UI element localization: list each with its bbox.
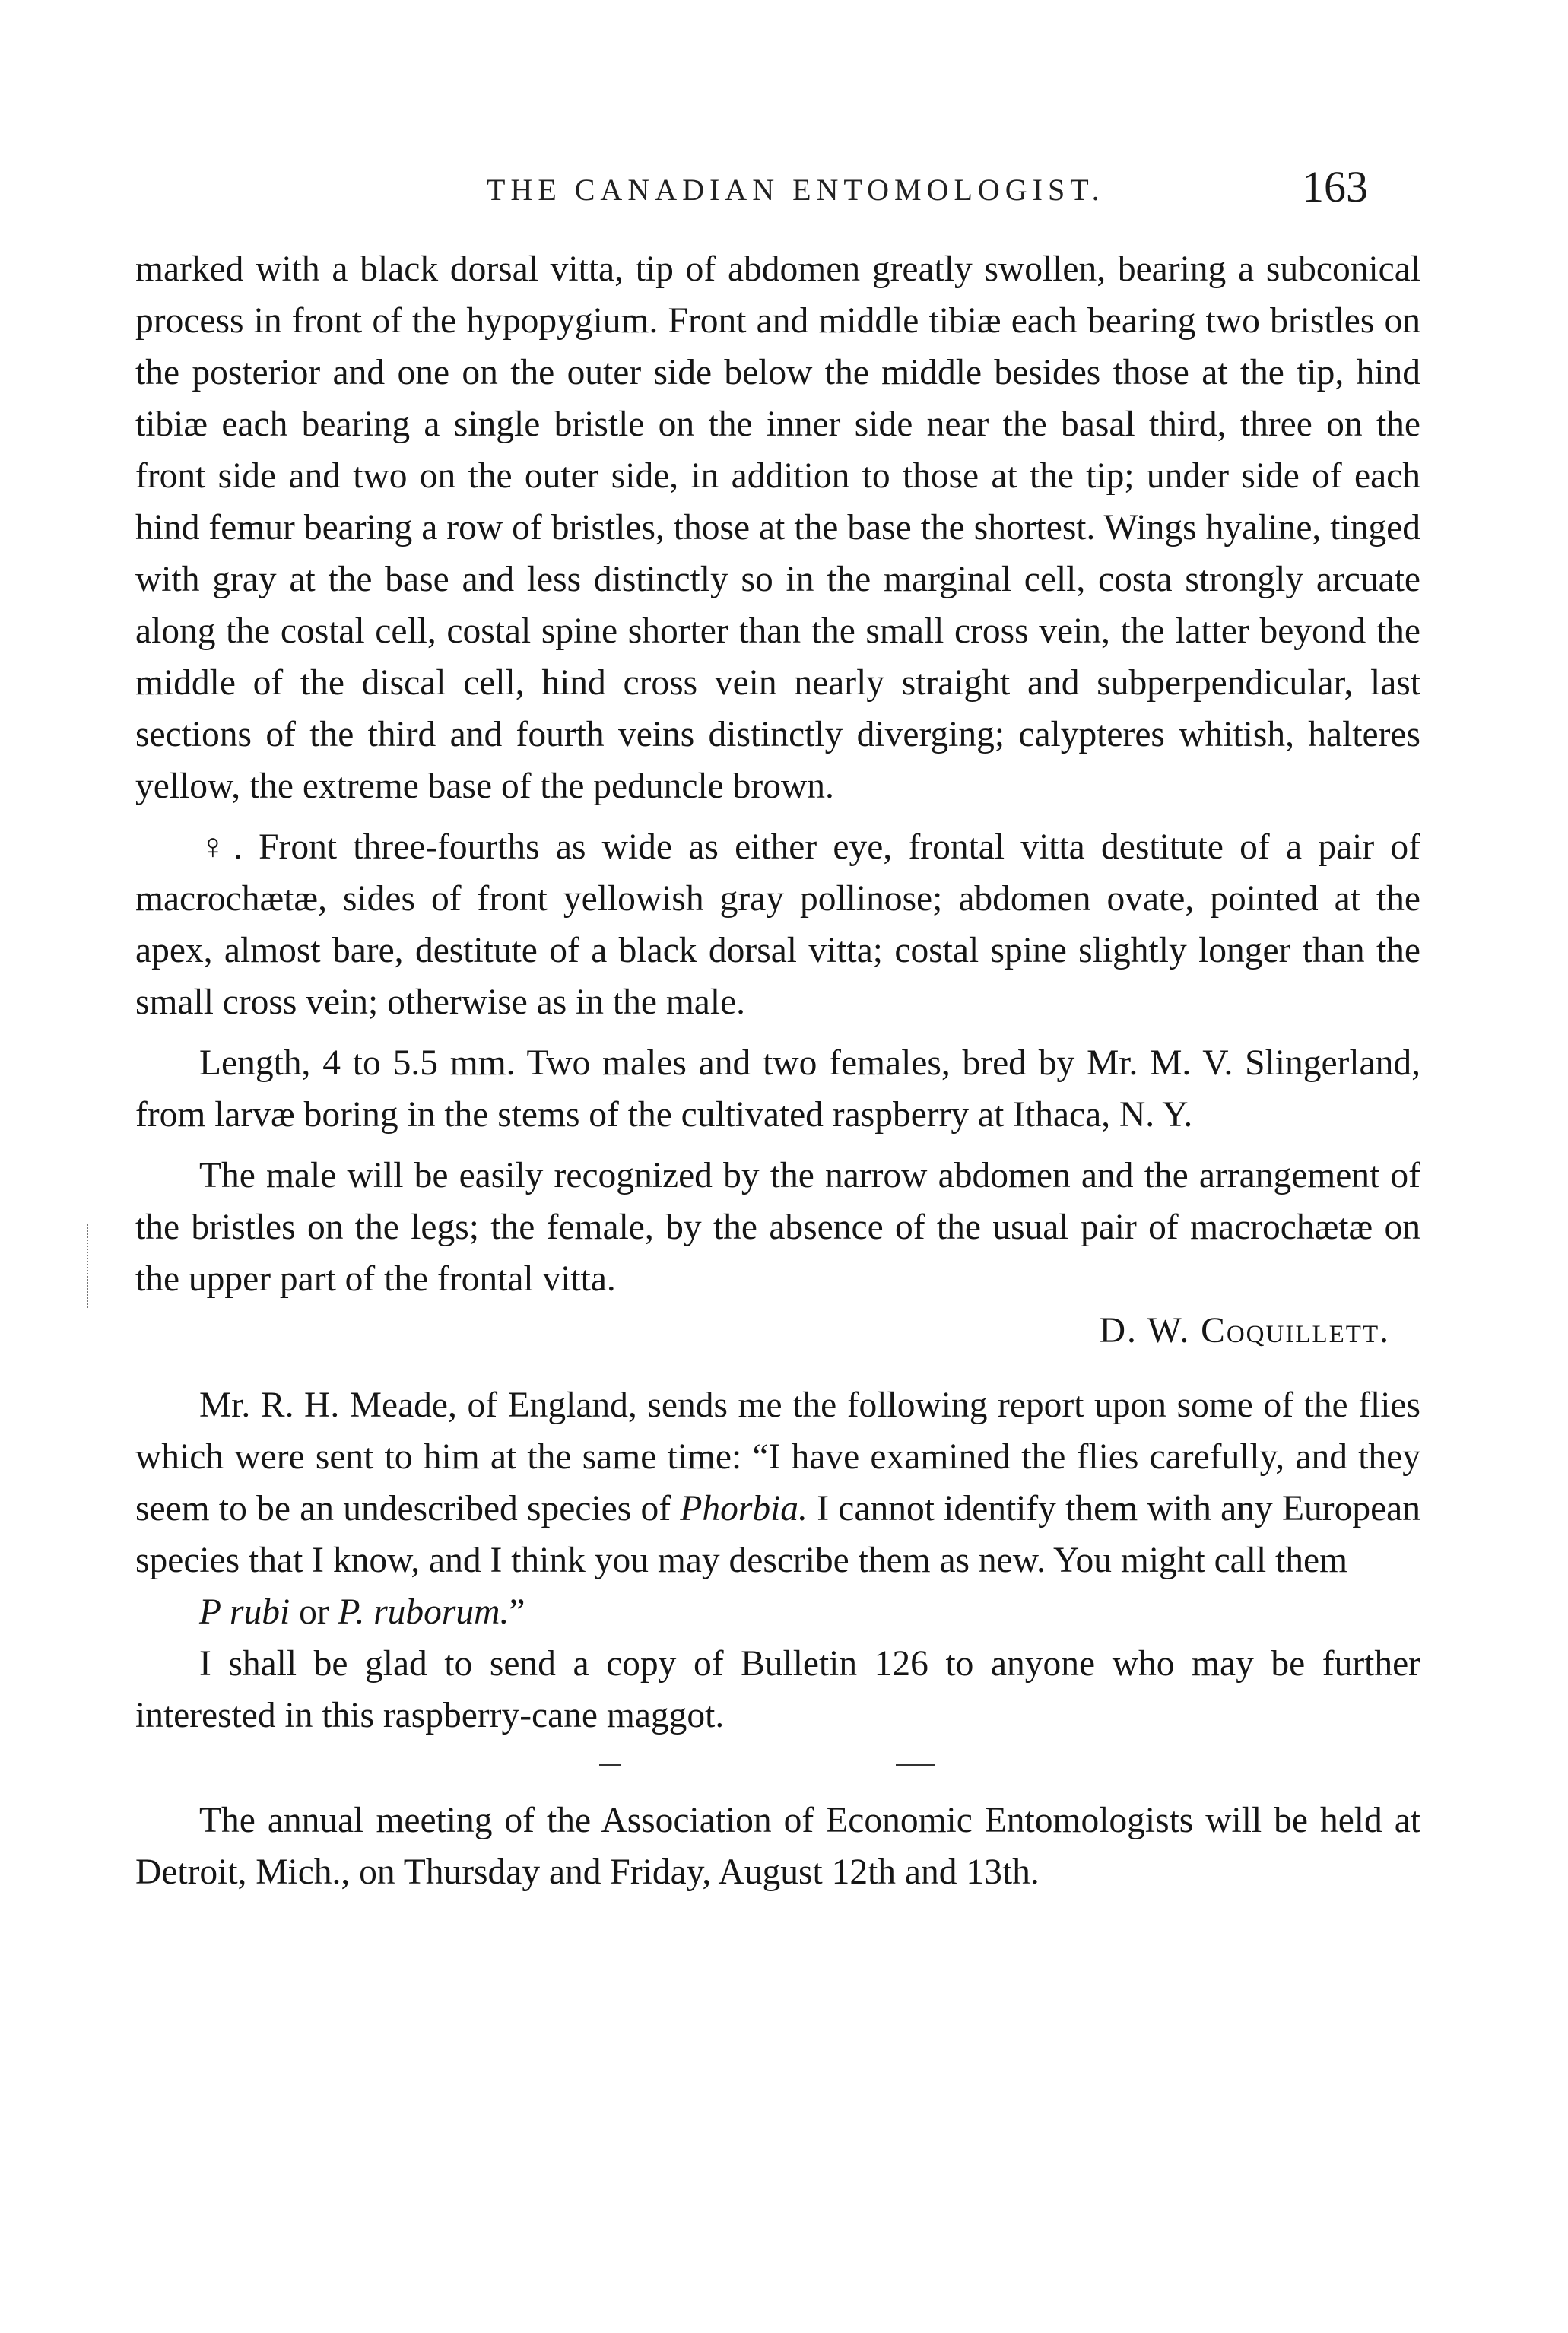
paragraph-description-continued: marked with a black dorsal vitta, tip of abdomen greatly swollen, bearing a subconical process in front of the hypopygium. Front and middle tibiæ each bearing two bristles on the posterior and one on the outer side below the middle besides those at the tip, hind tibiæ each bearing a single bristle on the inner side near the basal third, three on the front side and two on the outer side, in addition to those at the tip; under side of each hind femur bearing a row of bristles, those at the base the shortest. Wings hyaline, tinged with gray at the base and less distinctly so in the marginal cell, costa strongly arcuate along the costal cell, costal spine shorter than the small cross vein, the latter beyond the middle of the discal cell, hind cross vein nearly straight and subperpendicular, last sections of the third and fourth veins distinctly diverging; calypteres whitish, halteres yellow, the extreme base of the peduncle brown. [135, 249, 1420, 806]
margin-mark [87, 1224, 91, 1308]
page-number: 163 [1302, 162, 1368, 211]
signature-name: Coquillett. [1201, 1311, 1390, 1351]
paragraph-recognition: The male will be easily recognized by the narrow abdomen and the arrangement of the bristles on the legs; the female, by the absence of the usual pair of macrochætæ on the upper part of the frontal vitta. [135, 1156, 1420, 1299]
meade-report-text-b: I cannot identify them with any European species that I know, and I think you may describe them as new. You might call them [135, 1489, 1420, 1580]
signature-initials: D. W. [1099, 1311, 1191, 1351]
genus-name: Phorbia. [680, 1489, 808, 1528]
section-separator [135, 1741, 1420, 1795]
paragraph-meade-report [135, 1379, 1420, 1638]
species-name-ruborum: P. ruborum. [338, 1592, 509, 1632]
paragraph-length-specimens: Length, 4 to 5.5 mm. Two males and two females, bred by Mr. M. V. Slingerland, from larvæ boring in the stems of the cultivated raspberry at Ithaca, N. Y. [135, 1043, 1420, 1135]
paragraph-bulletin-offer: I shall be glad to send a copy of Bulletin 126 to anyone who may be further interested in this raspberry-cane maggot. [135, 1644, 1420, 1735]
body-text [135, 243, 1420, 1898]
running-title: THE CANADIAN ENTOMOLOGIST. [487, 173, 1105, 207]
paragraph-female-description: ♀. Front three-fourths as wide as either eye, frontal vitta destitute of a pair of macrochætæ, sides of front yellowish gray pollinose; abdomen ovate, pointed at the apex, almost bare, destitute of a black dorsal vitta; costal spine slightly longer than the small cross vein; otherwise as in the male. [135, 827, 1420, 1022]
author-signature [135, 1305, 1420, 1357]
or-text: or [290, 1592, 338, 1632]
meade-report-text-a: Mr. R. H. Meade, of England, sends me the following report upon some of the flies which were sent to him at the same time: “I have examined the flies carefully, and they seem to be an undescribed species of [135, 1386, 1420, 1528]
species-name-rubi: P rubi [199, 1592, 290, 1632]
closing-quote: ” [509, 1592, 525, 1632]
paragraph-annual-meeting: The annual meeting of the Association of Economic Entomologists will be held at Detroit, Mich., on Thursday and Friday, August 12th and 13th. [135, 1801, 1420, 1892]
